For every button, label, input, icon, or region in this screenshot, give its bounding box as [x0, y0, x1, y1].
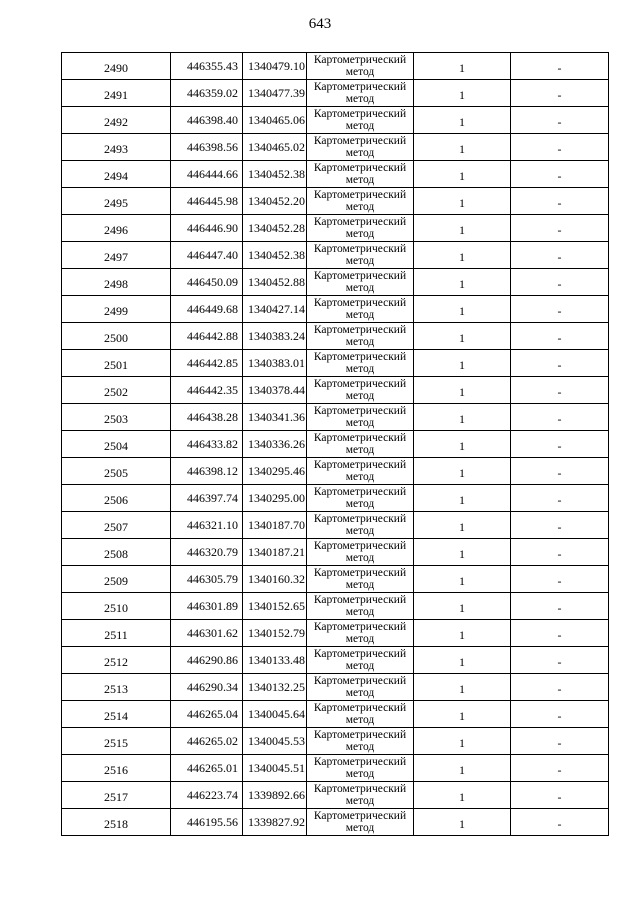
point-number-cell: 2508	[62, 539, 171, 566]
method-line-2: метод	[345, 120, 375, 132]
point-number-cell: 2499	[62, 296, 171, 323]
method-cell	[307, 539, 414, 566]
coordinate-x-cell: 446265.01	[171, 755, 243, 782]
table-row	[62, 647, 609, 674]
note-cell: -	[511, 755, 609, 782]
coordinate-y-cell: 1340133.48	[243, 647, 307, 674]
precision-cell: 1	[414, 431, 511, 458]
note-cell: -	[511, 539, 609, 566]
coordinate-x-cell: 446449.68	[171, 296, 243, 323]
coordinate-x-cell: 446320.79	[171, 539, 243, 566]
table-row	[62, 782, 609, 809]
point-number-cell: 2490	[62, 53, 171, 80]
coordinates-table-body	[62, 53, 609, 836]
method-line-2: метод	[345, 552, 375, 564]
method-line-2: метод	[345, 255, 375, 267]
method-line-2: метод	[345, 660, 375, 672]
method-cell	[307, 755, 414, 782]
method-line-1: Картометрический	[313, 351, 407, 363]
precision-cell: 1	[414, 809, 511, 836]
method-cell	[307, 215, 414, 242]
coordinate-y-cell: 1340452.38	[243, 242, 307, 269]
method-line-1: Картометрический	[313, 108, 407, 120]
precision-cell: 1	[414, 566, 511, 593]
precision-cell: 1	[414, 350, 511, 377]
method-cell	[307, 593, 414, 620]
table-row	[62, 161, 609, 188]
table-row	[62, 323, 609, 350]
method-cell	[307, 458, 414, 485]
coordinate-x-cell: 446290.86	[171, 647, 243, 674]
method-line-2: метод	[345, 768, 375, 780]
coordinate-x-cell: 446447.40	[171, 242, 243, 269]
note-cell: -	[511, 161, 609, 188]
precision-cell: 1	[414, 188, 511, 215]
coordinate-y-cell: 1340427.14	[243, 296, 307, 323]
coordinate-y-cell: 1340045.64	[243, 701, 307, 728]
table-row	[62, 485, 609, 512]
table-row	[62, 755, 609, 782]
coordinate-y-cell: 1340336.26	[243, 431, 307, 458]
table-row	[62, 377, 609, 404]
precision-cell: 1	[414, 296, 511, 323]
coordinate-x-cell: 446442.35	[171, 377, 243, 404]
method-line-2: метод	[345, 147, 375, 159]
table-row	[62, 728, 609, 755]
page-number: 643	[308, 16, 332, 32]
precision-cell: 1	[414, 458, 511, 485]
precision-cell: 1	[414, 404, 511, 431]
method-cell	[307, 269, 414, 296]
precision-cell: 1	[414, 269, 511, 296]
coordinate-x-cell: 446398.12	[171, 458, 243, 485]
method-line-2: метод	[345, 93, 375, 105]
point-number-cell: 2498	[62, 269, 171, 296]
coordinate-y-cell: 1340452.88	[243, 269, 307, 296]
note-cell: -	[511, 107, 609, 134]
method-line-2: метод	[345, 579, 375, 591]
method-cell	[307, 674, 414, 701]
table-row	[62, 620, 609, 647]
table-row	[62, 512, 609, 539]
precision-cell: 1	[414, 323, 511, 350]
method-line-1: Картометрический	[313, 324, 407, 336]
point-number-cell: 2496	[62, 215, 171, 242]
point-number-cell: 2493	[62, 134, 171, 161]
coordinate-x-cell: 446359.02	[171, 80, 243, 107]
coordinate-x-cell: 446265.04	[171, 701, 243, 728]
point-number-cell: 2506	[62, 485, 171, 512]
note-cell: -	[511, 80, 609, 107]
method-cell	[307, 161, 414, 188]
precision-cell: 1	[414, 620, 511, 647]
note-cell: -	[511, 188, 609, 215]
precision-cell: 1	[414, 539, 511, 566]
note-cell: -	[511, 269, 609, 296]
method-line-2: метод	[345, 174, 375, 186]
coordinate-y-cell: 1340465.06	[243, 107, 307, 134]
table-row	[62, 296, 609, 323]
method-line-1: Картометрический	[313, 648, 407, 660]
precision-cell: 1	[414, 701, 511, 728]
note-cell: -	[511, 215, 609, 242]
method-line-2: метод	[345, 282, 375, 294]
note-cell: -	[511, 377, 609, 404]
method-line-1: Картометрический	[313, 405, 407, 417]
table-row	[62, 809, 609, 836]
point-number-cell: 2505	[62, 458, 171, 485]
coordinate-x-cell: 446301.62	[171, 620, 243, 647]
method-line-1: Картометрический	[313, 189, 407, 201]
coordinate-x-cell: 446398.40	[171, 107, 243, 134]
precision-cell: 1	[414, 377, 511, 404]
method-cell	[307, 296, 414, 323]
point-number-cell: 2497	[62, 242, 171, 269]
point-number-cell: 2504	[62, 431, 171, 458]
coordinate-y-cell: 1339827.92	[243, 809, 307, 836]
method-line-2: метод	[345, 498, 375, 510]
coordinate-x-cell: 446223.74	[171, 782, 243, 809]
method-line-1: Картометрический	[313, 54, 407, 66]
coordinate-x-cell: 446321.10	[171, 512, 243, 539]
method-cell	[307, 647, 414, 674]
method-line-1: Картометрический	[313, 540, 407, 552]
table-row	[62, 674, 609, 701]
table-row	[62, 539, 609, 566]
method-cell	[307, 782, 414, 809]
method-line-2: метод	[345, 525, 375, 537]
table-row	[62, 458, 609, 485]
method-line-1: Картометрический	[313, 270, 407, 282]
point-number-cell: 2495	[62, 188, 171, 215]
method-line-1: Картометрический	[313, 513, 407, 525]
method-line-1: Картометрический	[313, 216, 407, 228]
method-line-1: Картометрический	[313, 459, 407, 471]
note-cell: -	[511, 404, 609, 431]
note-cell: -	[511, 53, 609, 80]
method-cell	[307, 485, 414, 512]
method-line-1: Картометрический	[313, 756, 407, 768]
note-cell: -	[511, 485, 609, 512]
coordinate-x-cell: 446433.82	[171, 431, 243, 458]
method-line-1: Картометрический	[313, 729, 407, 741]
note-cell: -	[511, 242, 609, 269]
table-row	[62, 80, 609, 107]
coordinate-x-cell: 446305.79	[171, 566, 243, 593]
coordinate-y-cell: 1340383.24	[243, 323, 307, 350]
coordinate-y-cell: 1340295.46	[243, 458, 307, 485]
method-line-2: метод	[345, 741, 375, 753]
method-cell	[307, 728, 414, 755]
coordinate-x-cell: 446446.90	[171, 215, 243, 242]
coordinate-y-cell: 1340045.51	[243, 755, 307, 782]
precision-cell: 1	[414, 782, 511, 809]
precision-cell: 1	[414, 215, 511, 242]
method-line-2: метод	[345, 390, 375, 402]
method-line-2: метод	[345, 714, 375, 726]
precision-cell: 1	[414, 647, 511, 674]
precision-cell: 1	[414, 512, 511, 539]
coordinate-x-cell: 446265.02	[171, 728, 243, 755]
coordinate-y-cell: 1340160.32	[243, 566, 307, 593]
coordinate-y-cell: 1340479.10	[243, 53, 307, 80]
point-number-cell: 2494	[62, 161, 171, 188]
coordinate-y-cell: 1340295.00	[243, 485, 307, 512]
point-number-cell: 2512	[62, 647, 171, 674]
method-cell	[307, 242, 414, 269]
method-cell	[307, 404, 414, 431]
method-line-2: метод	[345, 66, 375, 78]
method-line-2: метод	[345, 633, 375, 645]
method-line-1: Картометрический	[313, 675, 407, 687]
table-row	[62, 107, 609, 134]
coordinate-y-cell: 1340383.01	[243, 350, 307, 377]
point-number-cell: 2501	[62, 350, 171, 377]
note-cell: -	[511, 458, 609, 485]
point-number-cell: 2514	[62, 701, 171, 728]
precision-cell: 1	[414, 80, 511, 107]
point-number-cell: 2509	[62, 566, 171, 593]
point-number-cell: 2500	[62, 323, 171, 350]
method-line-1: Картометрический	[313, 810, 407, 822]
method-line-1: Картометрический	[313, 243, 407, 255]
note-cell: -	[511, 782, 609, 809]
coordinate-x-cell: 446442.85	[171, 350, 243, 377]
method-cell	[307, 566, 414, 593]
method-cell	[307, 512, 414, 539]
method-line-2: метод	[345, 336, 375, 348]
note-cell: -	[511, 296, 609, 323]
method-line-1: Картометрический	[313, 432, 407, 444]
method-line-1: Картометрический	[313, 162, 407, 174]
coordinate-x-cell: 446450.09	[171, 269, 243, 296]
table-row	[62, 134, 609, 161]
precision-cell: 1	[414, 107, 511, 134]
method-line-1: Картометрический	[313, 783, 407, 795]
method-line-1: Картометрический	[313, 378, 407, 390]
precision-cell: 1	[414, 53, 511, 80]
table-row	[62, 404, 609, 431]
method-line-2: метод	[345, 417, 375, 429]
note-cell: -	[511, 323, 609, 350]
note-cell: -	[511, 701, 609, 728]
coordinate-y-cell: 1339892.66	[243, 782, 307, 809]
coordinate-x-cell: 446442.88	[171, 323, 243, 350]
coordinate-y-cell: 1340341.36	[243, 404, 307, 431]
method-cell	[307, 431, 414, 458]
point-number-cell: 2517	[62, 782, 171, 809]
coordinate-y-cell: 1340187.70	[243, 512, 307, 539]
coordinate-x-cell: 446397.74	[171, 485, 243, 512]
note-cell: -	[511, 620, 609, 647]
method-line-2: метод	[345, 822, 375, 834]
coordinate-y-cell: 1340152.79	[243, 620, 307, 647]
table-row	[62, 431, 609, 458]
table-row	[62, 269, 609, 296]
method-line-2: метод	[345, 201, 375, 213]
table-row	[62, 350, 609, 377]
coordinate-x-cell: 446444.66	[171, 161, 243, 188]
method-line-1: Картометрический	[313, 486, 407, 498]
note-cell: -	[511, 728, 609, 755]
coordinate-x-cell: 446398.56	[171, 134, 243, 161]
method-line-2: метод	[345, 606, 375, 618]
precision-cell: 1	[414, 755, 511, 782]
method-line-1: Картометрический	[313, 594, 407, 606]
point-number-cell: 2515	[62, 728, 171, 755]
table-row	[62, 53, 609, 80]
point-number-cell: 2503	[62, 404, 171, 431]
coordinate-x-cell: 446355.43	[171, 53, 243, 80]
precision-cell: 1	[414, 728, 511, 755]
table-row	[62, 701, 609, 728]
point-number-cell: 2492	[62, 107, 171, 134]
method-cell	[307, 620, 414, 647]
method-line-1: Картометрический	[313, 135, 407, 147]
method-cell	[307, 350, 414, 377]
note-cell: -	[511, 134, 609, 161]
method-line-1: Картометрический	[313, 567, 407, 579]
coordinate-x-cell: 446290.34	[171, 674, 243, 701]
note-cell: -	[511, 647, 609, 674]
method-cell	[307, 377, 414, 404]
point-number-cell: 2518	[62, 809, 171, 836]
point-number-cell: 2502	[62, 377, 171, 404]
method-cell	[307, 53, 414, 80]
note-cell: -	[511, 512, 609, 539]
coordinate-y-cell: 1340132.25	[243, 674, 307, 701]
table-row	[62, 215, 609, 242]
method-line-2: метод	[345, 471, 375, 483]
point-number-cell: 2507	[62, 512, 171, 539]
precision-cell: 1	[414, 242, 511, 269]
method-cell	[307, 134, 414, 161]
note-cell: -	[511, 566, 609, 593]
precision-cell: 1	[414, 485, 511, 512]
coordinates-table	[61, 52, 609, 836]
precision-cell: 1	[414, 593, 511, 620]
note-cell: -	[511, 809, 609, 836]
point-number-cell: 2511	[62, 620, 171, 647]
coordinate-y-cell: 1340465.02	[243, 134, 307, 161]
method-line-1: Картометрический	[313, 297, 407, 309]
method-line-1: Картометрический	[313, 81, 407, 93]
table-row	[62, 593, 609, 620]
coordinate-y-cell: 1340452.28	[243, 215, 307, 242]
coordinate-y-cell: 1340045.53	[243, 728, 307, 755]
table-row	[62, 188, 609, 215]
point-number-cell: 2516	[62, 755, 171, 782]
note-cell: -	[511, 350, 609, 377]
method-cell	[307, 323, 414, 350]
coordinate-y-cell: 1340477.39	[243, 80, 307, 107]
method-line-2: метод	[345, 309, 375, 321]
point-number-cell: 2510	[62, 593, 171, 620]
method-line-2: метод	[345, 795, 375, 807]
coordinate-y-cell: 1340452.20	[243, 188, 307, 215]
method-cell	[307, 701, 414, 728]
method-cell	[307, 107, 414, 134]
note-cell: -	[511, 431, 609, 458]
coordinate-x-cell: 446445.98	[171, 188, 243, 215]
precision-cell: 1	[414, 161, 511, 188]
note-cell: -	[511, 674, 609, 701]
coordinate-y-cell: 1340378.44	[243, 377, 307, 404]
coordinate-x-cell: 446195.56	[171, 809, 243, 836]
coordinate-y-cell: 1340152.65	[243, 593, 307, 620]
note-cell: -	[511, 593, 609, 620]
point-number-cell: 2513	[62, 674, 171, 701]
method-line-1: Картометрический	[313, 702, 407, 714]
method-line-2: метод	[345, 687, 375, 699]
method-line-2: метод	[345, 228, 375, 240]
table-row	[62, 242, 609, 269]
coordinate-y-cell: 1340187.21	[243, 539, 307, 566]
method-line-1: Картометрический	[313, 621, 407, 633]
table-row	[62, 566, 609, 593]
method-cell	[307, 80, 414, 107]
point-number-cell: 2491	[62, 80, 171, 107]
precision-cell: 1	[414, 134, 511, 161]
coordinate-y-cell: 1340452.38	[243, 161, 307, 188]
method-line-2: метод	[345, 363, 375, 375]
method-cell	[307, 188, 414, 215]
coordinate-x-cell: 446438.28	[171, 404, 243, 431]
method-line-2: метод	[345, 444, 375, 456]
precision-cell: 1	[414, 674, 511, 701]
method-cell	[307, 809, 414, 836]
coordinate-x-cell: 446301.89	[171, 593, 243, 620]
